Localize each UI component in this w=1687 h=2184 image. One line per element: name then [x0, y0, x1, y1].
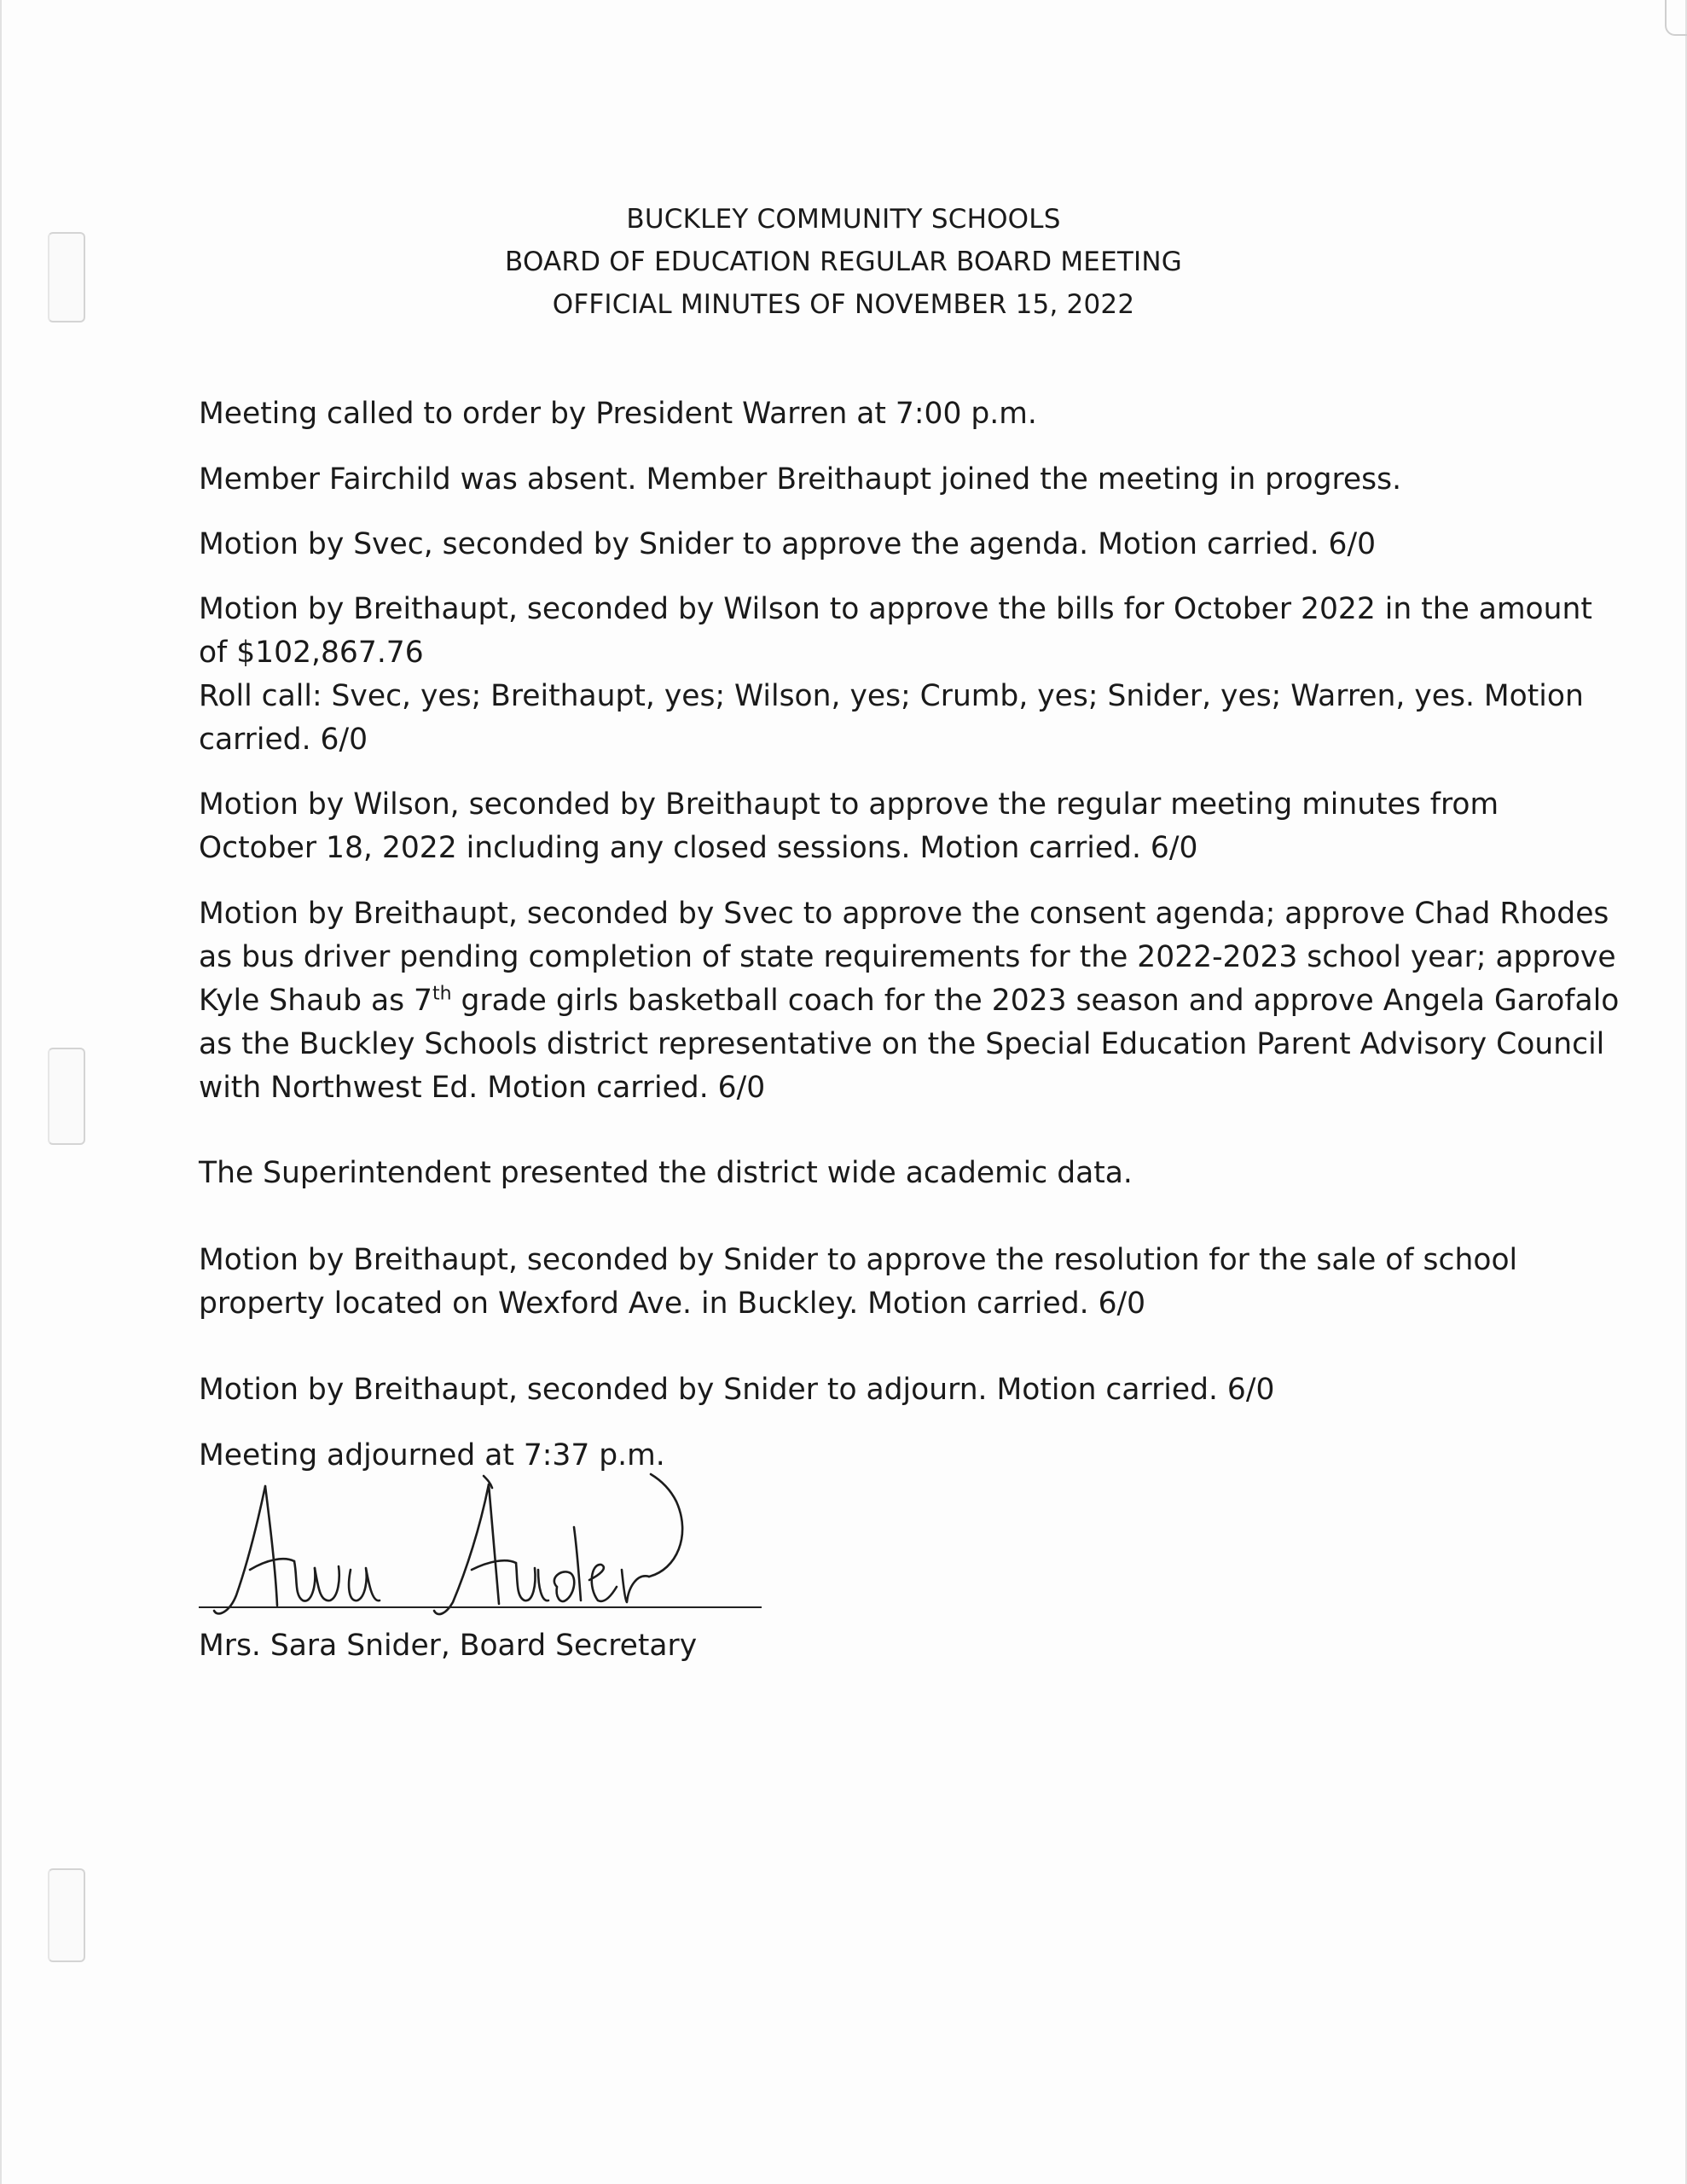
paragraph-line: of $102,867.76	[199, 636, 424, 670]
paragraph-call-to-order	[199, 392, 1529, 436]
document-header	[0, 198, 1687, 326]
signatory-name: Mrs. Sara Snider, Board Secretary	[199, 1629, 698, 1663]
punch-hole-middle	[48, 1048, 85, 1145]
handwritten-signature	[199, 1467, 779, 1621]
paragraph-line: Meeting adjourned at 7:37 p.m.	[199, 1438, 665, 1472]
paragraph-line: carried. 6/0	[199, 723, 368, 757]
paragraph-line: with Northwest Ed. Motion carried. 6/0	[199, 1071, 766, 1105]
paragraph-line: Motion by Breithaupt, seconded by Snider to adjourn. Motion carried. 6/0	[199, 1373, 1275, 1407]
paragraph-line: Motion by Breithaupt, seconded by Svec to approve the consent agenda; approve Chad Rhodes	[199, 897, 1609, 931]
paragraph-line	[199, 979, 1620, 1023]
paragraph-line: Motion by Breithaupt, seconded by Wilson to approve the bills for October 2022 in the amount	[199, 592, 1592, 626]
ordinal-suffix: th	[432, 983, 452, 1005]
paragraph-line: The Superintendent presented the district wide academic data.	[199, 1156, 1133, 1190]
paragraph-agenda-motion	[199, 523, 1529, 566]
paragraph-line: Motion by Wilson, seconded by Breithaupt to approve the regular meeting minutes from	[199, 787, 1499, 822]
header-line-2: BOARD OF EDUCATION REGULAR BOARD MEETING	[505, 247, 1182, 277]
paragraph-line: October 18, 2022 including any closed sessions. Motion carried. 6/0	[199, 831, 1198, 865]
header-line-1: BUCKLEY COMMUNITY SCHOOLS	[626, 204, 1061, 235]
paragraph-consent-agenda-motion	[199, 892, 1620, 1110]
paragraph-line-part: grade girls basketball coach for the 2023 season and approve Angela Garofalo	[451, 984, 1620, 1018]
header-line-3: OFFICIAL MINUTES OF NOVEMBER 15, 2022	[552, 289, 1135, 320]
paragraph-line: Roll call: Svec, yes; Breithaupt, yes; Wilson, yes; Crumb, yes; Snider, yes; Warren, yes. Motion	[199, 679, 1584, 713]
signature-name-line	[199, 1624, 1529, 1668]
paragraph-superintendent-report	[199, 1152, 1529, 1195]
paragraph-line: Motion by Svec, seconded by Snider to approve the agenda. Motion carried. 6/0	[199, 527, 1377, 561]
punch-hole-bottom	[48, 1868, 85, 1962]
paragraph-line: Motion by Breithaupt, seconded by Snider to approve the resolution for the sale of school	[199, 1243, 1518, 1277]
paragraph-line: Meeting called to order by President Warren at 7:00 p.m.	[199, 397, 1037, 431]
paragraph-line: Member Fairchild was absent. Member Breithaupt joined the meeting in progress.	[199, 462, 1402, 497]
signature-line	[199, 1606, 762, 1608]
paragraph-bills-motion	[199, 588, 1592, 762]
scan-corner-mark	[1665, 0, 1687, 36]
paragraph-attendance	[199, 458, 1529, 502]
paragraph-adjourn-motion	[199, 1368, 1529, 1412]
paragraph-line-part: Kyle Shaub as 7	[199, 984, 432, 1018]
paragraph-minutes-motion	[199, 783, 1529, 870]
paragraph-line: as bus driver pending completion of state requirements for the 2022-2023 school year; approve	[199, 940, 1616, 974]
paragraph-line: as the Buckley Schools district representative on the Special Education Parent Advisory Council	[199, 1027, 1605, 1061]
scan-left-edge	[0, 0, 2, 2184]
paragraph-property-sale-motion	[199, 1239, 1529, 1326]
paragraph-line: property located on Wexford Ave. in Buckley. Motion carried. 6/0	[199, 1287, 1146, 1321]
